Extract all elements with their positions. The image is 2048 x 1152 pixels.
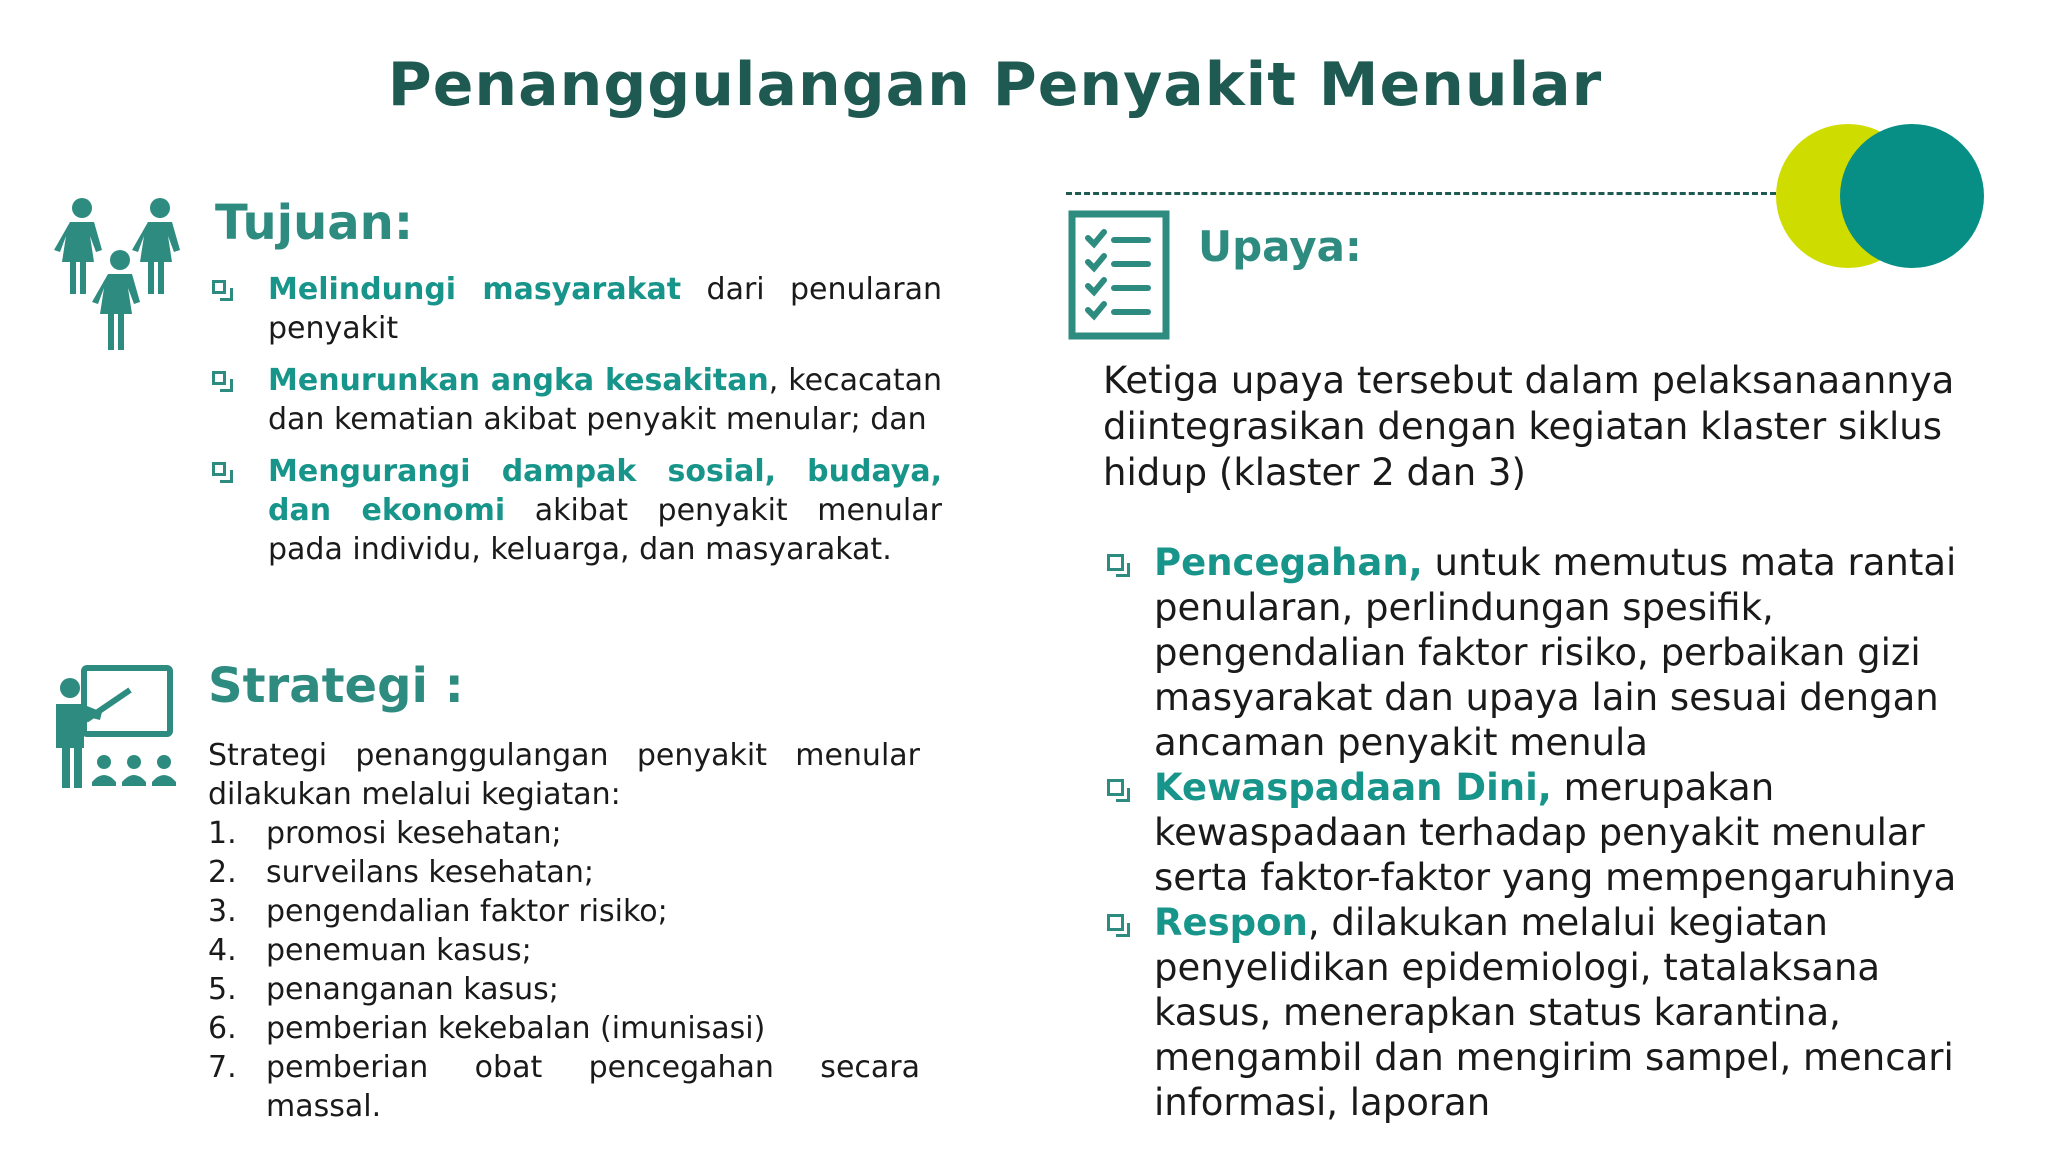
- checkbox-bullet-icon: [1107, 554, 1124, 571]
- strategi-list: [208, 814, 920, 1126]
- list-item: 5. penanganan kasus;: [208, 972, 559, 1007]
- teacher-icon: [48, 664, 184, 792]
- list-item: Melindungi masyarakat dari penularan penyakit: [212, 270, 942, 348]
- list-item: Menurunkan angka kesakitan, kecacatan dan kematian akibat penyakit menular; dan: [212, 361, 942, 439]
- people-icon: [54, 196, 188, 352]
- decorative-teal-circle: [1840, 124, 1984, 268]
- upaya-intro: Ketiga upaya tersebut dalam pelaksanaannya diintegrasikan dengan kegiatan klaster siklus hidup (klaster 2 dan 3): [1103, 359, 1955, 494]
- upaya-list: [1107, 540, 2007, 1125]
- tujuan-list: [212, 270, 942, 582]
- list-item: 6. pemberian kekebalan (imunisasi): [208, 1011, 766, 1046]
- checkbox-bullet-icon: [212, 371, 226, 385]
- list-item: Pencegahan, untuk memutus mata rantai penularan, perlindungan spesifik, pengendalian faktor risiko, perbaikan gizi masyarakat dan upaya lain sesuai dengan ancaman penyakit menula: [1107, 540, 2007, 765]
- list-item: 4. penemuan kasus;: [208, 933, 532, 968]
- strategi-intro: Strategi penanggulangan penyakit menular dilakukan melalui kegiatan:: [208, 738, 920, 812]
- checkbox-bullet-icon: [212, 280, 226, 294]
- list-item: Respon, dilakukan melalui kegiatan penyelidikan epidemiologi, tatalaksana kasus, menerapkan status karantina, mengambil dan mengirim sampel, mencari informasi, laporan: [1107, 900, 2007, 1125]
- upaya-heading: Upaya:: [1198, 222, 1362, 271]
- checklist-icon: [1068, 210, 1170, 340]
- checkbox-bullet-icon: [1107, 914, 1124, 931]
- dashed-divider: [1066, 192, 1776, 195]
- list-item: 7. pemberian obat pencegahan secara massal.: [208, 1050, 920, 1124]
- list-item: Kewaspadaan Dini, merupakan kewaspadaan terhadap penyakit menular serta faktor-faktor yang mempengaruhinya: [1107, 765, 2007, 900]
- list-item: Mengurangi dampak sosial, budaya, dan ekonomi akibat penyakit menular pada individu, keluarga, dan masyarakat.: [212, 452, 942, 569]
- list-item: 2. surveilans kesehatan;: [208, 855, 594, 890]
- tujuan-heading: Tujuan:: [215, 195, 414, 251]
- page-title: Penanggulangan Penyakit Menular: [387, 50, 1603, 120]
- list-item: 3. pengendalian faktor risiko;: [208, 894, 668, 929]
- list-item: 1. promosi kesehatan;: [208, 816, 562, 851]
- strategi-heading: Strategi :: [208, 658, 464, 714]
- checkbox-bullet-icon: [1107, 779, 1124, 796]
- checkbox-bullet-icon: [212, 462, 226, 476]
